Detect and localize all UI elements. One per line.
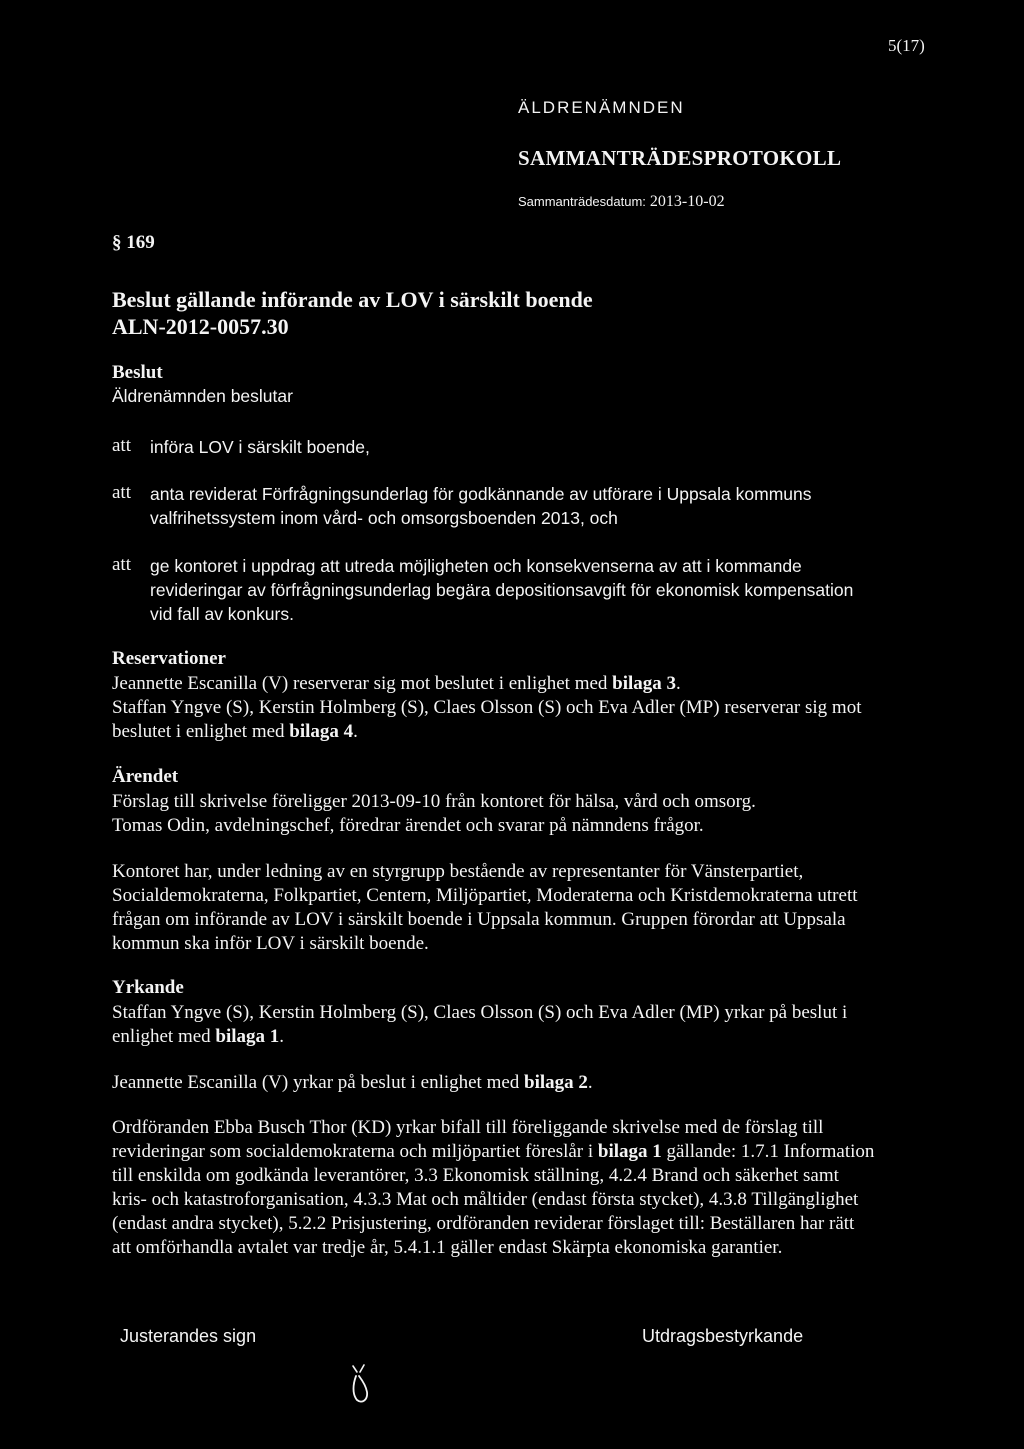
paragraph-line: att omförhandla avtalet var tredje år, 5.4.1.1 gäller endast Skärpta ekonomiska garantier. (112, 1237, 783, 1258)
paragraph-line: kris- och katastroforganisation, 4.3.3 Mat och måltider (endast första stycket), 4.3.8 Tillgänglighet (112, 1189, 859, 1210)
paragraph-text: revideringar som socialdemokraterna och miljöpartiet föreslår i (112, 1141, 598, 1162)
yrkande-heading: Yrkande (112, 977, 184, 998)
meeting-date (518, 193, 725, 211)
period: . (587, 1072, 593, 1093)
beslut-item-line: införa LOV i särskilt boende, (150, 437, 370, 457)
meeting-date-value: 2013-10-02 (649, 193, 725, 210)
section-title-line1: Beslut gällande införande av LOV i särskilt boende (112, 287, 593, 312)
justerandes-sign-label: Justerandes sign (120, 1326, 257, 1346)
reservation-text: Jeannette Escanilla (V) reserverar sig mot beslutet i enlighet med (112, 673, 613, 694)
beslut-item-line: ge kontoret i uppdrag att utreda möjligheten och konsekvenserna av att i kommande (150, 556, 802, 576)
arendet-line-2: Tomas Odin, avdelningschef, föredrar ärendet och svarar på nämndens frågor. (112, 815, 704, 836)
arendet-paragraph (112, 860, 858, 956)
section-title (112, 286, 593, 340)
beslut-intro: Äldrenämnden beslutar (112, 386, 293, 406)
meeting-date-label: Sammanträdesdatum: (518, 194, 646, 209)
reservationer-line-1 (112, 672, 681, 696)
paragraph-line: Kontoret har, under ledning av en styrgrupp bestående av representanter för Vänsterpartiet, (112, 861, 804, 882)
yrkande-text: Jeannette Escanilla (V) yrkar på beslut i enlighet med (112, 1072, 525, 1093)
paragraph-text: gällande: 1.7.1 Information (661, 1141, 875, 1162)
paragraph-line: till enskilda om godkända leverantörer, 3.3 Ekonomisk ställning, 4.2.4 Brand och säkerhet samt (112, 1165, 839, 1186)
period: . (353, 721, 358, 742)
beslut-item-line: vid fall av konkurs. (150, 604, 294, 624)
paragraph-line: kommun ska inför LOV i särskilt boende. (112, 933, 429, 954)
paragraph-line: frågan om införande av LOV i särskilt boende i Uppsala kommun. Gruppen förordar att Uppsala (112, 909, 846, 930)
yrkande-line-2 (112, 1025, 284, 1049)
reservationer-line-2: Staffan Yngve (S), Kerstin Holmberg (S), Claes Olsson (S) och Eva Adler (MP) reserverar sig mot (112, 697, 862, 718)
signature-drawing (350, 1362, 376, 1406)
attachment-ref: bilaga 2 (524, 1072, 588, 1093)
beslut-item-3 (150, 554, 853, 626)
beslut-item-2 (150, 482, 812, 530)
reservationer-heading: Reservationer (112, 648, 226, 669)
page-number: 5(17) (888, 36, 925, 55)
section-number: § 169 (112, 232, 155, 253)
ordforande-paragraph (112, 1116, 874, 1260)
committee-name: ÄLDRENÄMNDEN (518, 98, 685, 117)
paragraph-line (112, 1140, 874, 1164)
yrkande-line-1: Staffan Yngve (S), Kerstin Holmberg (S), Claes Olsson (S) och Eva Adler (MP) yrkar på beslut i (112, 1002, 848, 1023)
attachment-ref: bilaga 1 (215, 1026, 280, 1047)
beslut-item-1 (150, 435, 370, 459)
reservationer-line-3 (112, 720, 358, 744)
utdragsbestyrkande-label: Utdragsbestyrkande (642, 1326, 804, 1346)
period: . (676, 673, 681, 694)
yrkande-text: enlighet med (112, 1026, 216, 1047)
attachment-ref: bilaga 1 (597, 1141, 662, 1162)
arendet-line-1: Förslag till skrivelse föreligger 2013-09-10 från kontoret för hälsa, vård och omsorg. (112, 791, 756, 812)
att-label-1: att (112, 435, 131, 456)
att-label-3: att (112, 554, 131, 575)
paragraph-line: Socialdemokraterna, Folkpartiet, Centern, Miljöpartiet, Moderaterna och Kristdemokraterna utrett (112, 885, 858, 906)
reservation-text: beslutet i enlighet med (112, 721, 290, 742)
attachment-ref: bilaga 3 (612, 673, 677, 694)
arendet-heading: Ärendet (112, 766, 179, 787)
paragraph-line: (endast andra stycket), 5.2.2 Prisjustering, ordföranden reviderar förslaget till: Beställaren har rätt (112, 1213, 855, 1234)
paragraph-line: Ordföranden Ebba Busch Thor (KD) yrkar bifall till föreliggande skrivelse med de förslag till (112, 1117, 824, 1138)
period: . (279, 1026, 285, 1047)
section-case-number: ALN-2012-0057.30 (112, 314, 289, 339)
yrkande-line-3 (112, 1071, 593, 1095)
beslut-item-line: anta reviderat Förfrågningsunderlag för godkännande av utförare i Uppsala kommuns (150, 484, 812, 504)
protocol-title: SAMMANTRÄDESPROTOKOLL (518, 146, 842, 170)
beslut-item-line: revideringar av förfrågningsunderlag begära depositionsavgift för ekonomisk kompensation (150, 580, 854, 600)
att-label-2: att (112, 482, 131, 503)
beslut-item-line: valfrihetssystem inom vård- och omsorgsboenden 2013, och (150, 508, 618, 528)
beslut-heading: Beslut (112, 362, 163, 383)
signature-initial-mark (350, 1362, 376, 1406)
attachment-ref: bilaga 4 (289, 721, 354, 742)
